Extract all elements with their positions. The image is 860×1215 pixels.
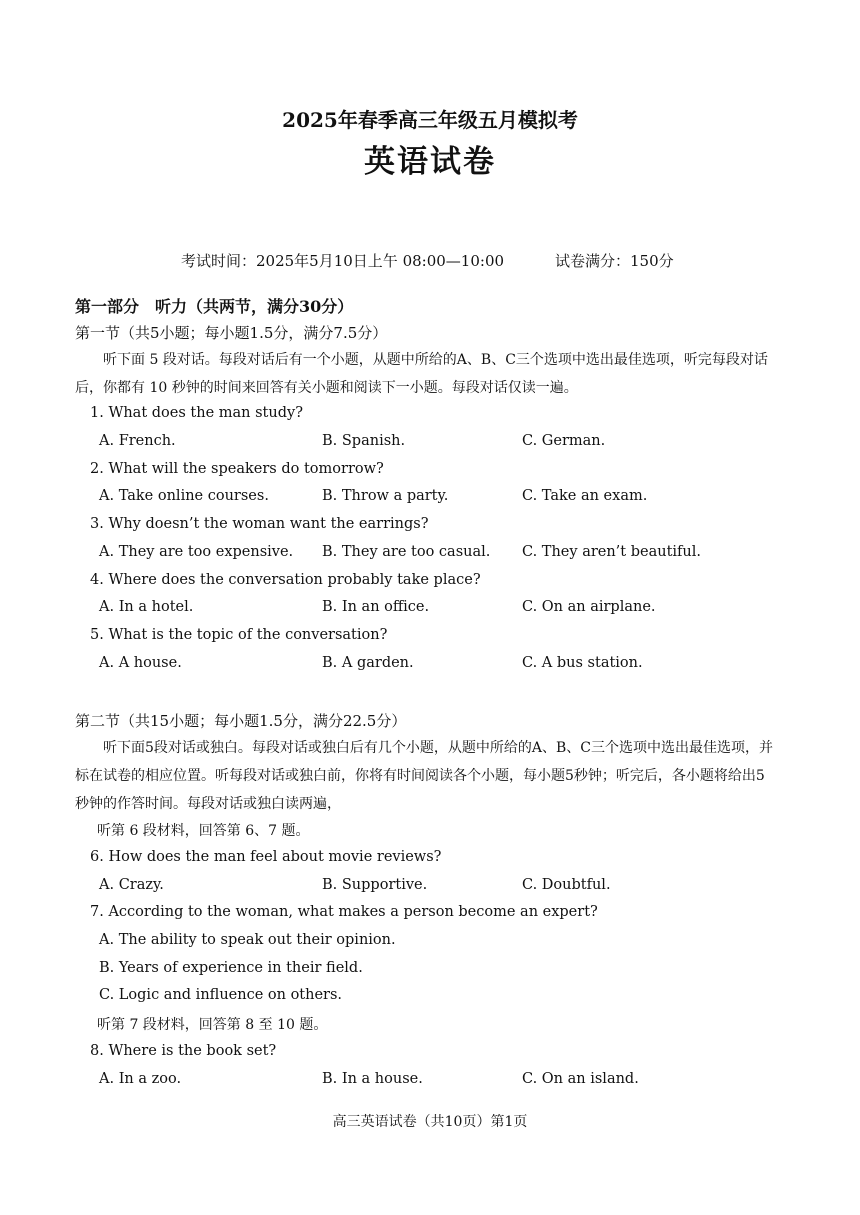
- section1-instructions: 听下面 5 段对话。每段对话后有一个小题，从题中所给的A、B、C三个选项中选出最佳选项，听完每段对话后，你都有 10 秒钟的时间来回答有关小题和阅读下一小题。每段对话仅读一遍。: [75, 352, 768, 396]
- option-b: B. Years of experience in their field.: [99, 960, 363, 976]
- option-a: A. Take online courses.: [99, 488, 269, 504]
- question-stem: 8. Where is the book set?: [90, 1043, 277, 1059]
- option-a: A. They are too expensive.: [99, 544, 294, 560]
- subject-title: 英语试卷: [364, 144, 496, 180]
- option-c: C. They aren’t beautiful.: [522, 544, 701, 560]
- question-stem: 6. How does the man feel about movie reviews?: [90, 849, 442, 865]
- option-c: C. Take an exam.: [522, 488, 648, 504]
- part1-title: 第一部分 听力（共两节，满分30分）: [75, 297, 354, 316]
- option-a: A. French.: [99, 433, 176, 449]
- exam-title: 2025年春季高三年级五月模拟考: [282, 108, 578, 132]
- full-score: 试卷满分：150分: [555, 252, 674, 270]
- option-b: B. In an office.: [322, 599, 430, 615]
- option-a: A. The ability to speak out their opinion.: [99, 932, 396, 948]
- section2-instructions: 听下面5段对话或独白。每段对话或独白后有几个小题，从题中所给的A、B、C三个选项中选出最佳选项，并标在试卷的相应位置。听每段对话或独白前，你将有时间阅读各个小题，每小题5秒钟；听完后，各小题将给出5秒钟的作答时间。每段对话或独白读两遍，: [75, 740, 774, 812]
- question-stem: 2. What will the speakers do tomorrow?: [90, 461, 384, 477]
- option-a: A. In a zoo.: [99, 1071, 182, 1087]
- option-a: A. In a hotel.: [99, 599, 194, 615]
- option-c: C. On an island.: [522, 1071, 639, 1087]
- option-b: B. Throw a party.: [322, 488, 449, 504]
- exam-time: 考试时间：2025年5月10日上午 08:00—10:00: [181, 252, 505, 270]
- option-b: B. In a house.: [322, 1071, 423, 1087]
- option-b: B. They are too casual.: [322, 544, 491, 560]
- material-instruction: 听第 6 段材料，回答第 6、7 题。: [97, 823, 310, 839]
- option-a: A. A house.: [99, 655, 182, 671]
- section2-title: 第二节（共15小题；每小题1.5分，满分22.5分）: [75, 712, 407, 730]
- question-stem: 7. According to the woman, what makes a person become an expert?: [90, 904, 598, 920]
- option-c: C. Logic and influence on others.: [99, 987, 343, 1003]
- option-c: C. On an airplane.: [522, 599, 656, 615]
- section1-title: 第一节（共5小题；每小题1.5分，满分7.5分）: [75, 324, 388, 342]
- question-stem: 1. What does the man study?: [90, 405, 303, 421]
- question-stem: 4. Where does the conversation probably take place?: [90, 572, 481, 588]
- question-stem: 5. What is the topic of the conversation?: [90, 627, 388, 643]
- option-b: B. Supportive.: [322, 877, 428, 893]
- question-stem: 3. Why doesn’t the woman want the earrings?: [90, 516, 429, 532]
- page-footer: 高三英语试卷（共10页）第1页: [332, 1114, 528, 1130]
- material-instruction: 听第 7 段材料，回答第 8 至 10 题。: [97, 1017, 328, 1033]
- option-c: C. German.: [522, 433, 606, 449]
- option-c: C. Doubtful.: [522, 877, 611, 893]
- option-b: B. Spanish.: [322, 433, 406, 449]
- option-b: B. A garden.: [322, 655, 414, 671]
- option-c: C. A bus station.: [522, 655, 643, 671]
- option-a: A. Crazy.: [99, 877, 164, 893]
